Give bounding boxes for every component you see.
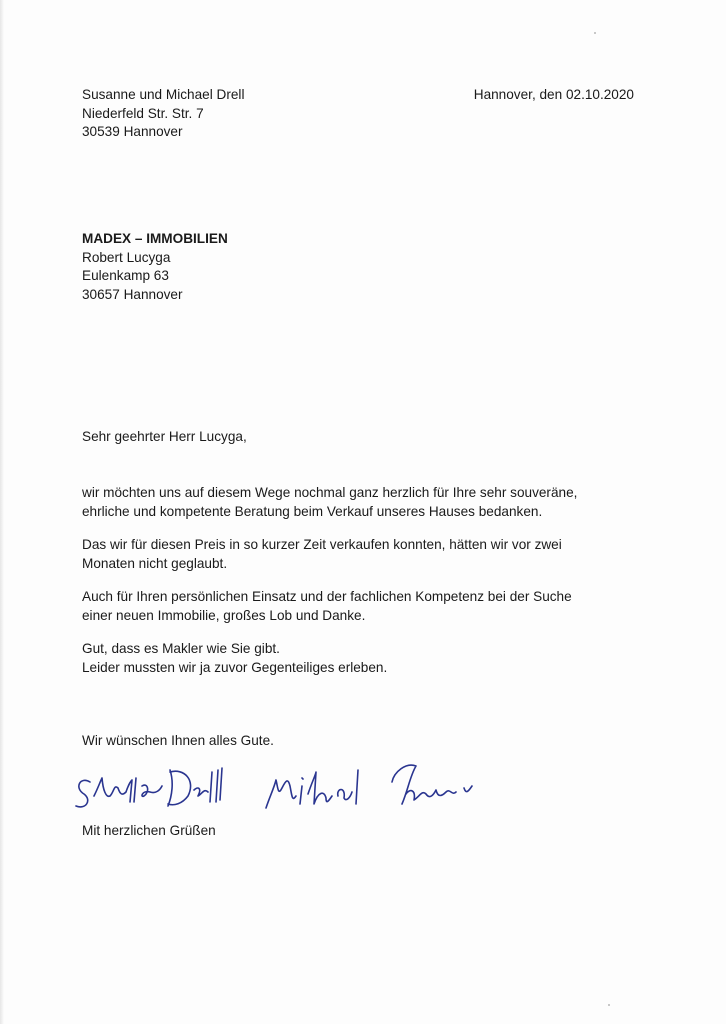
recipient-name: Robert Lucyga [82, 249, 171, 265]
wishes-line: Wir wünschen Ihnen alles Gute. [82, 733, 274, 748]
signature-first [76, 768, 222, 807]
body-paragraph [82, 640, 642, 677]
body-paragraph [82, 536, 642, 573]
recipient-company: MADEX – IMMOBILIEN [82, 231, 228, 246]
body-line: Monaten nicht geglaubt. [82, 555, 228, 571]
sender-address [82, 86, 244, 142]
sender-street: Niederfeld Str. Str. 7 [82, 105, 204, 121]
closing-line: Mit herzlichen Grüßen [82, 823, 216, 838]
body-line: wir möchten uns auf diesem Wege nochmal ganz herzlich für Ihre sehr souveräne, [82, 485, 578, 500]
body-line: einer neuen Immobilie, großes Lob und Danke. [82, 607, 366, 623]
recipient-street: Eulenkamp 63 [82, 268, 169, 283]
handwritten-signatures [70, 752, 490, 824]
body-line: Leider mussten wir ja zuvor Gegenteiliges erleben. [82, 659, 388, 675]
sender-city: 30539 Hannover [82, 124, 183, 139]
letter-date: Hannover, den 02.10.2020 [473, 87, 634, 102]
recipient-address [82, 230, 228, 304]
body-paragraph [82, 588, 642, 625]
body-paragraph [82, 484, 642, 521]
scan-speck [594, 32, 596, 34]
body-line: Auch für Ihren persönlichen Einsatz und der fachlichen Kompetenz bei der Suche [82, 589, 572, 604]
signature-second [266, 765, 472, 808]
scan-speck [608, 1004, 610, 1006]
body-line: ehrliche und kompetente Beratung beim Verkauf unseres Hauses bedanken. [82, 503, 543, 519]
body-line: Gut, dass es Makler wie Sie gibt. [82, 641, 280, 656]
recipient-city: 30657 Hannover [82, 286, 183, 302]
body-line: Das wir für diesen Preis in so kurzer Zeit verkaufen konnten, hätten wir vor zwei [82, 537, 562, 552]
letter-body [82, 484, 642, 692]
sender-names: Susanne und Michael Drell [82, 87, 245, 102]
salutation: Sehr geehrter Herr Lucyga, [82, 429, 247, 444]
scan-edge-shadow [0, 0, 4, 1024]
